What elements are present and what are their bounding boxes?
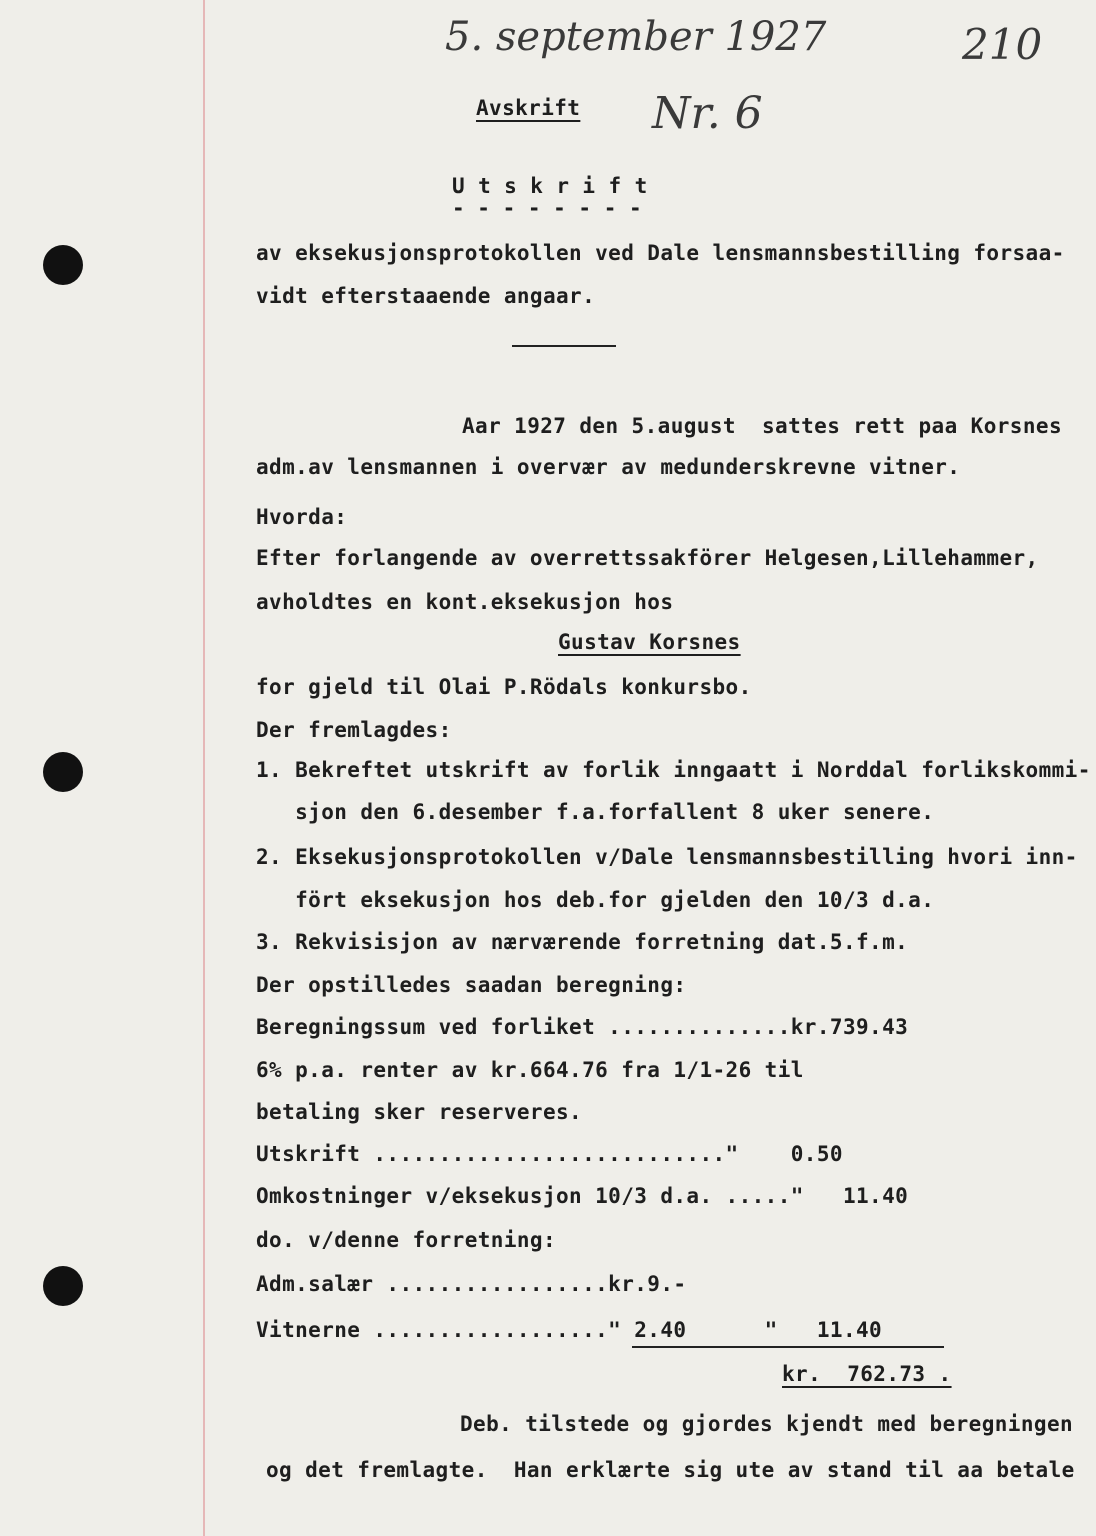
paragraph-hvorda: Hvorda: (256, 505, 348, 529)
paragraph-presented: Der fremlagdes: (256, 718, 452, 742)
intro-line-1: av eksekusjonsprotokollen ved Dale lensmannsbestilling forsaa- (256, 241, 1065, 265)
calc-total: kr. 762.73 . (782, 1362, 952, 1386)
list-item: sjon den 6.desember f.a.forfallent 8 uker senere. (256, 800, 935, 824)
paragraph-calculation-intro: Der opstilledes saadan beregning: (256, 973, 687, 997)
calc-line: Omkostninger v/eksekusjon 10/3 d.a. ....." 11.40 (256, 1184, 909, 1208)
handwritten-number: Nr. 6 (652, 88, 763, 139)
handwritten-page-number: 210 (962, 20, 1043, 69)
handwritten-date: 5. september 1927 (445, 14, 827, 60)
calc-line: Adm.salær .................kr.9.- (256, 1272, 687, 1296)
calc-line: Vitnerne .................." 2.40 " 11.40 (256, 1318, 883, 1342)
paragraph-date: Aar 1927 den 5.august sattes rett paa Korsnes (462, 414, 1062, 438)
calc-line: betaling sker reserveres. (256, 1100, 583, 1124)
separator-rule (512, 345, 616, 347)
closing-line: Deb. tilstede og gjordes kjendt med beregningen (460, 1412, 1074, 1436)
title-underline: - - - - - - - - (452, 196, 642, 220)
margin-line (203, 0, 205, 1536)
calc-line: Utskrift ..........................." 0.50 (256, 1142, 843, 1166)
punch-hole (43, 752, 83, 792)
paragraph-request: Efter forlangende av overrettssakförer Helgesen,Lillehammer, (256, 546, 1039, 570)
punch-hole (43, 245, 83, 285)
paragraph-debt: for gjeld til Olai P.Rödals konkursbo. (256, 675, 752, 699)
calc-line: 6% p.a. renter av kr.664.76 fra 1/1-26 til (256, 1058, 804, 1082)
sum-rule (632, 1346, 944, 1348)
list-item: 1. Bekreftet utskrift av forlik inngaatt i Norddal forlikskommi- (256, 758, 1091, 782)
debtor-name: Gustav Korsnes (558, 630, 741, 654)
closing-line: og det fremlagte. Han erklærte sig ute av stand til aa betale (266, 1458, 1075, 1482)
paragraph-execution: avholdtes en kont.eksekusjon hos (256, 590, 674, 614)
avskrift-label: Avskrift (476, 96, 581, 120)
list-item: 3. Rekvisisjon av nærværende forretning dat.5.f.m. (256, 930, 909, 954)
intro-line-2: vidt efterstaaende angaar. (256, 284, 596, 308)
calc-line: do. v/denne forretning: (256, 1228, 556, 1252)
list-item: fört eksekusjon hos deb.for gjelden den 10/3 d.a. (256, 888, 935, 912)
punch-hole (43, 1266, 83, 1306)
calc-line: Beregningssum ved forliket ..............kr.739.43 (256, 1015, 909, 1039)
document-title: U t s k r i f t (452, 174, 648, 198)
paragraph-admin: adm.av lensmannen i overvær av medunderskrevne vitner. (256, 455, 961, 479)
list-item: 2. Eksekusjonsprotokollen v/Dale lensmannsbestilling hvori inn- (256, 845, 1078, 869)
